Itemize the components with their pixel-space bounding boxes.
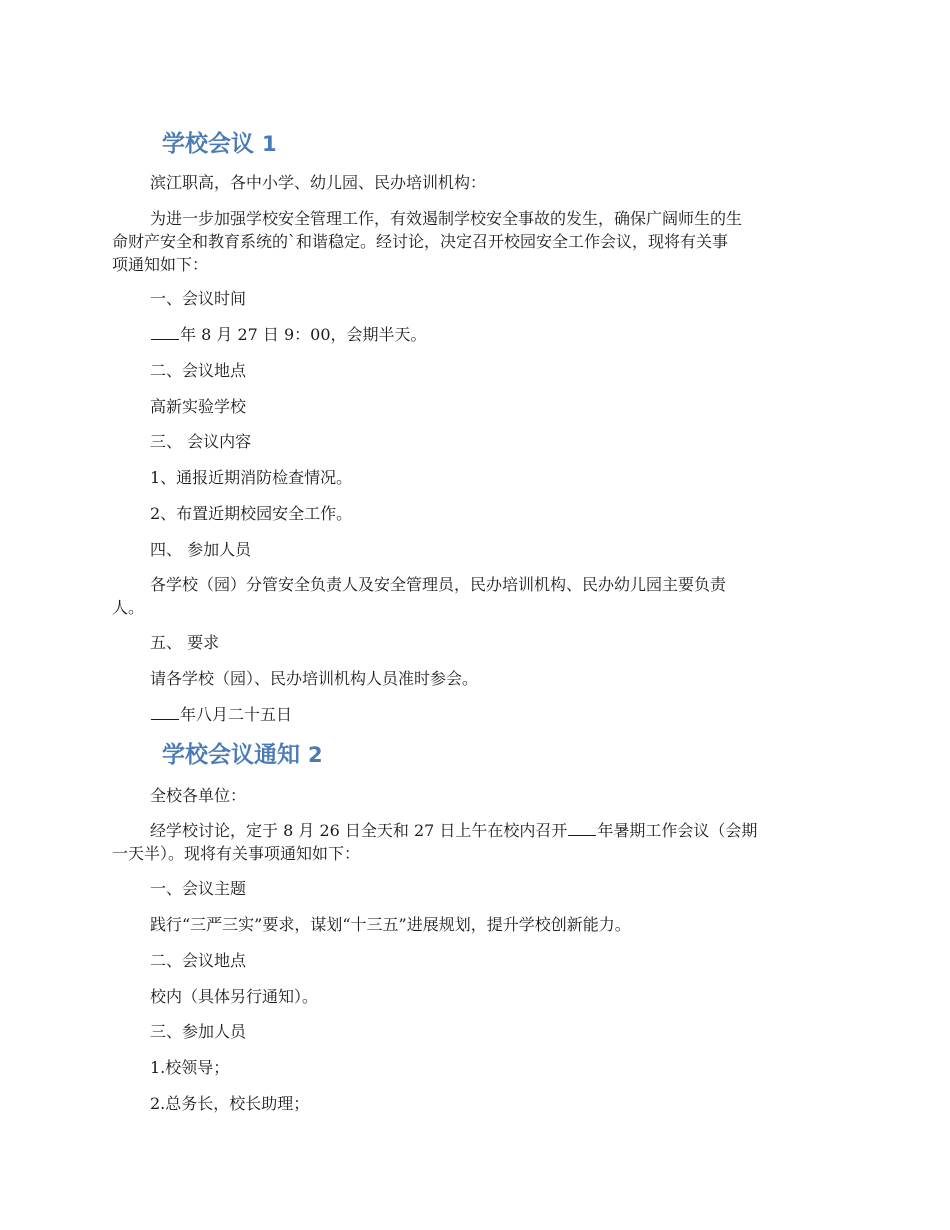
section-1-title-number: 1 — [262, 132, 277, 156]
section-1-heading-requirements: 五、 要求 — [150, 633, 220, 652]
section-1-people-line-1: 各学校（园）分管安全负责人及安全管理员，民办培训机构、民办幼儿园主要负责 — [150, 575, 727, 594]
section-1-intro — [112, 207, 830, 276]
section-1-requirements: 请各学校（园）、民办培训机构人员准时参会。 — [150, 669, 479, 688]
section-2-intro-line-2: 一天半）。现将有关事项通知如下： — [112, 844, 361, 863]
section-2-intro-line-1 — [150, 819, 830, 842]
section-2-heading-people: 三、参加人员 — [150, 1022, 247, 1041]
section-1-date — [150, 703, 830, 726]
blank-underline — [568, 820, 596, 836]
blank-underline — [151, 324, 179, 340]
section-1-place: 高新实验学校 — [150, 397, 247, 416]
section-1-people-line-2: 人。 — [112, 598, 145, 617]
section-1-intro-line-2: 命财产安全和教育系统的`和谐稳定。经讨论，决定召开校园安全工作会议，现将有关事 — [112, 232, 729, 251]
section-2-place: 校内（具体另行通知）。 — [150, 987, 319, 1006]
section-2-title — [162, 740, 323, 770]
section-1-date-text: 年八月二十五日 — [180, 705, 293, 724]
section-1-intro-line-1: 为进一步加强学校安全管理工作，有效遏制学校安全事故的发生，确保广阔师生的生 — [150, 209, 743, 228]
section-1-title — [162, 129, 277, 159]
section-2-title-number: 2 — [308, 743, 323, 767]
section-1-title-text: 学校会议 — [162, 131, 254, 157]
section-2-people-item-1: 1.校领导； — [150, 1058, 230, 1077]
section-1-content-item-2: 2、布置近期校园安全工作。 — [150, 504, 353, 523]
section-1-heading-time: 一、会议时间 — [150, 289, 247, 308]
section-1-time-text: 年 8 月 27 日 9：00，会期半天。 — [180, 325, 427, 344]
section-2-heading-theme: 一、会议主题 — [150, 879, 247, 898]
section-1-heading-content: 三、 会议内容 — [150, 432, 252, 451]
section-2-people-item-2: 2.总务长，校长助理； — [150, 1094, 310, 1113]
section-1-salutation: 滨江职高，各中小学、幼儿园、民办培训机构： — [150, 173, 487, 192]
section-2-salutation: 全校各单位： — [150, 786, 247, 805]
section-2-heading-place: 二、会议地点 — [150, 951, 247, 970]
section-2-intro — [112, 819, 830, 865]
section-2-intro-line-1-a: 经学校讨论，定于 8 月 26 日全天和 27 日上午在校内召开 — [150, 821, 568, 840]
section-2-intro-line-1-b: 年暑期工作会议（会期 — [597, 821, 758, 840]
blank-underline — [151, 704, 179, 720]
section-1-time — [150, 323, 830, 346]
section-1-content-item-1: 1、通报近期消防检查情况。 — [150, 468, 353, 487]
section-2-theme: 践行“三严三实”要求，谋划“十三五”进展规划，提升学校创新能力。 — [150, 915, 631, 934]
section-1-heading-place: 二、会议地点 — [150, 361, 247, 380]
section-2-title-text: 学校会议通知 — [162, 742, 300, 768]
section-1-people — [112, 573, 830, 619]
section-1-intro-line-3: 项通知如下： — [112, 255, 209, 274]
section-1-heading-people: 四、 参加人员 — [150, 540, 252, 559]
